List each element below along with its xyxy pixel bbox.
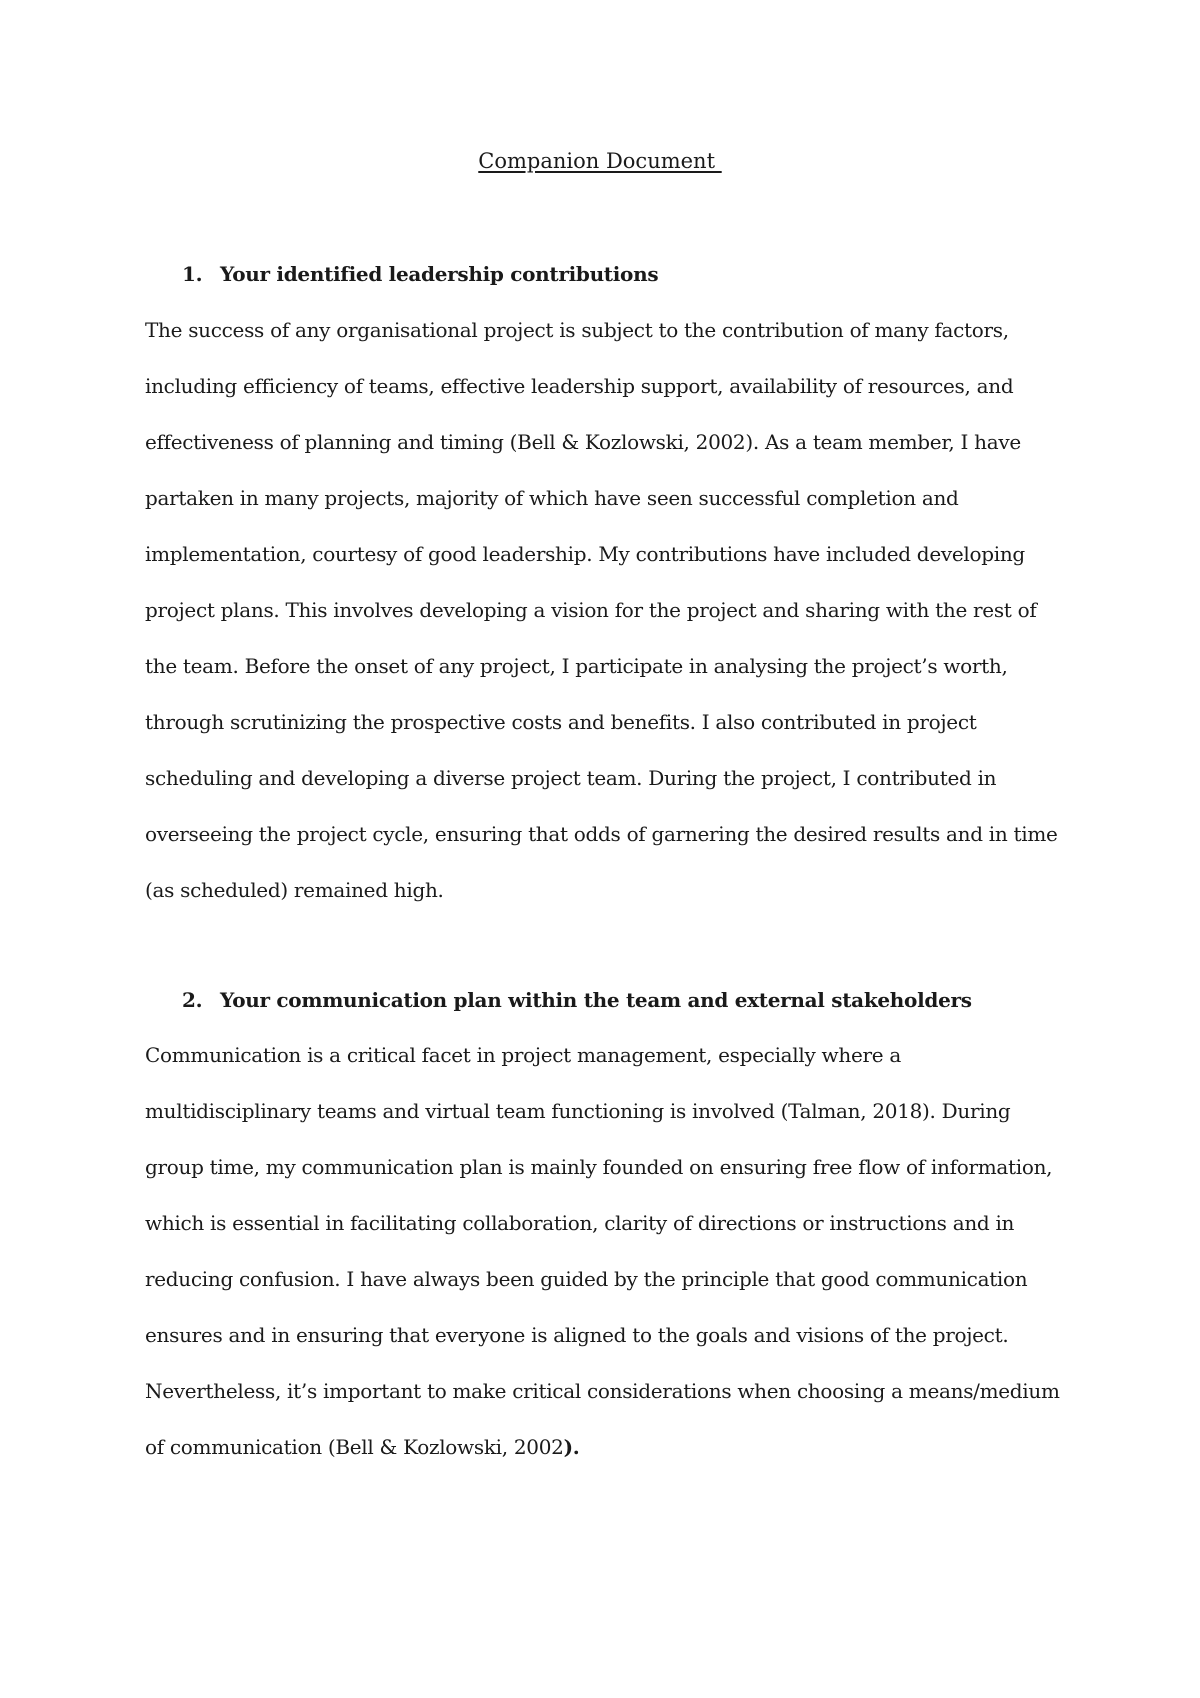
section-2-paragraph xyxy=(145,1027,1085,1475)
section-1-heading xyxy=(182,260,658,288)
paragraph-line: through scrutinizing the prospective costs and benefits. I also contributed in project xyxy=(145,710,977,734)
paragraph-line: effectiveness of planning and timing (Bell & Kozlowski, 2002). As a team member, I have xyxy=(145,430,1021,454)
section-2-heading xyxy=(182,986,972,1014)
section-1-heading-text: Your identified leadership contributions xyxy=(220,262,659,286)
paragraph-line: including efficiency of teams, effective leadership support, availability of resources, and xyxy=(145,374,1014,398)
paragraph-line: ensures and in ensuring that everyone is aligned to the goals and visions of the project. xyxy=(145,1323,1009,1347)
paragraph-line: the team. Before the onset of any project, I participate in analysing the project’s worth, xyxy=(145,654,1008,678)
paragraph-line: partaken in many projects, majority of which have seen successful completion and xyxy=(145,486,959,510)
paragraph-line: group time, my communication plan is mainly founded on ensuring free flow of information, xyxy=(145,1155,1053,1179)
paragraph-line: The success of any organisational project is subject to the contribution of many factors, xyxy=(145,318,1009,342)
paragraph-line: reducing confusion. I have always been guided by the principle that good communication xyxy=(145,1267,1028,1291)
paragraph-line: which is essential in facilitating collaboration, clarity of directions or instructions and in xyxy=(145,1211,1015,1235)
paragraph-line: Communication is a critical facet in project management, especially where a xyxy=(145,1043,901,1067)
paragraph-line-text: of communication (Bell & Kozlowski, 2002 xyxy=(145,1435,564,1459)
paragraph-line: implementation, courtesy of good leadership. My contributions have included developing xyxy=(145,542,1025,566)
section-1-number: 1. xyxy=(182,262,203,286)
closing-punctuation: ). xyxy=(563,1435,580,1459)
paragraph-line-last xyxy=(145,1419,1085,1475)
section-1-paragraph xyxy=(145,302,1085,918)
section-2-number: 2. xyxy=(182,988,203,1012)
paragraph-line: scheduling and developing a diverse project team. During the project, I contributed in xyxy=(145,766,997,790)
paragraph-line: Nevertheless, it’s important to make critical considerations when choosing a means/medium xyxy=(145,1379,1060,1403)
paragraph-line: multidisciplinary teams and virtual team functioning is involved (Talman, 2018). During xyxy=(145,1099,1011,1123)
paragraph-line: overseeing the project cycle, ensuring that odds of garnering the desired results and in time xyxy=(145,822,1058,846)
paragraph-line: project plans. This involves developing a vision for the project and sharing with the rest of xyxy=(145,598,1037,622)
paragraph-line: (as scheduled) remained high. xyxy=(145,878,444,902)
document-title: Companion Document xyxy=(478,149,722,173)
section-2-heading-text: Your communication plan within the team and external stakeholders xyxy=(220,988,972,1012)
